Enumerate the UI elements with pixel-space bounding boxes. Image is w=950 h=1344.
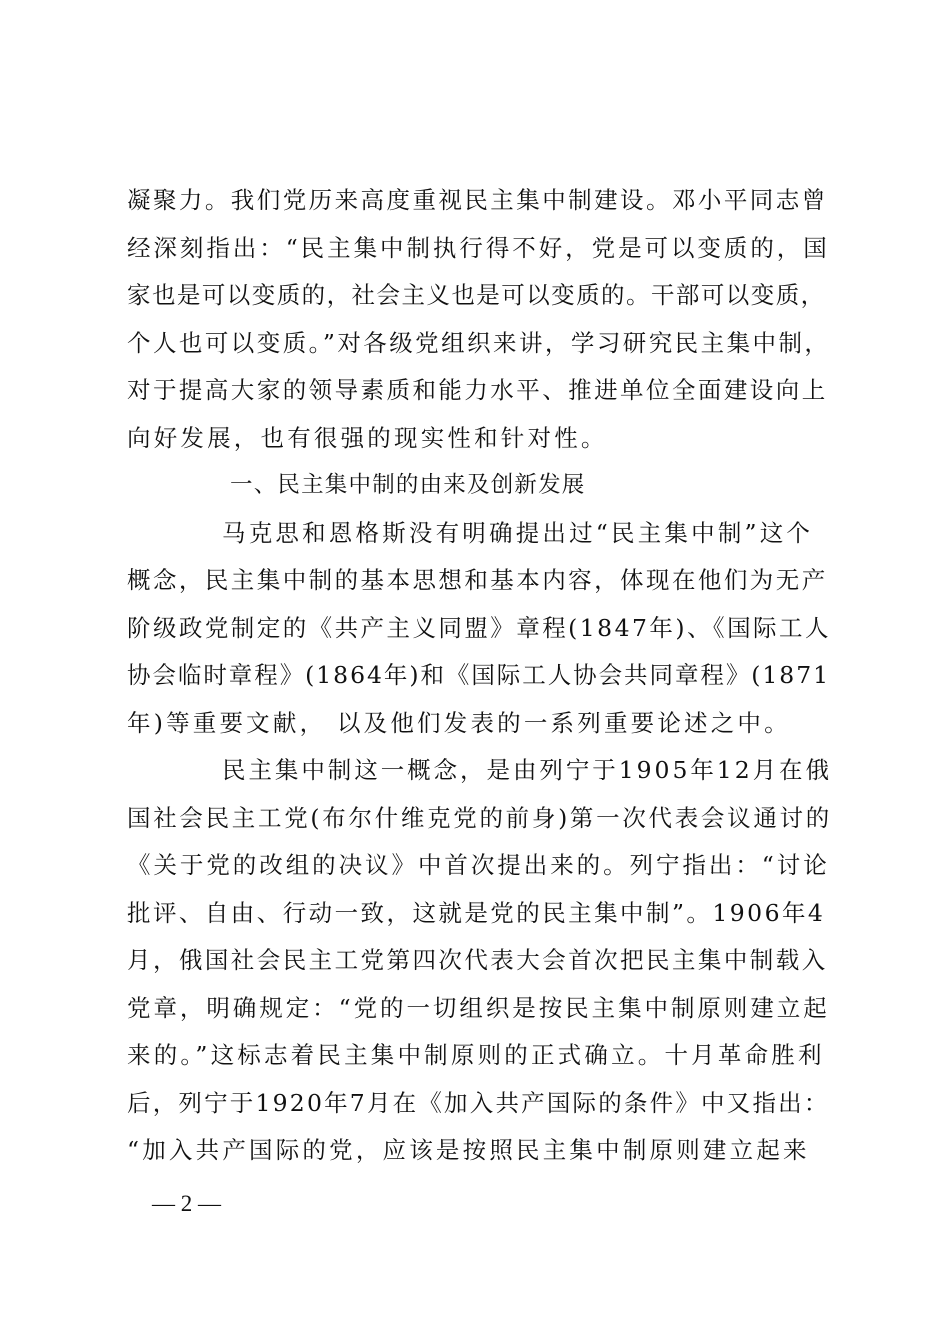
text-line: 家也是可以变质的，社会主义也是可以变质的。干部可以变质， [127, 281, 826, 309]
text-line: 来的。”这标志着民主集中制原则的正式确立。十月革命胜利 [127, 1041, 825, 1069]
text-line: 国社会民主工党(布尔什维克党的前身)第一次代表会议通讨的 [127, 803, 832, 832]
text-line: 党章，明确规定：“党的一切组织是按民主集中制原则建立起 [127, 993, 830, 1022]
page-number: — 2 — [152, 1191, 221, 1216]
section-heading: 一、民主集中制的由来及创新发展 [230, 472, 586, 498]
text-line: 后，列宁于1920年7月在《加入共产国际的条件》中又指出： [127, 1088, 830, 1117]
text-line: 《关于党的改组的决议》中首次提出来的。列宁指出：“讨论 [127, 851, 830, 879]
text-line: 个人也可以变质。”对各级党组织来讲，学习研究民主集中制， [127, 328, 831, 357]
text-line: 民主集中制这一概念，是由列宁于1905年12月在俄 [222, 756, 832, 784]
body-text [127, 177, 832, 1175]
text-line: “加入共产国际的党，应该是按照民主集中制原则建立起来 [127, 1136, 810, 1164]
text-line: 马克思和恩格斯没有明确提出过“民主集中制”这个 [222, 518, 814, 547]
text-line: 批评、自由、行动一致，这就是党的民主集中制”。1906年4 [127, 898, 826, 927]
text-line: 经深刻指出：“民主集中制执行得不好，党是可以变质的，国 [127, 233, 830, 262]
text-line: 月，俄国社会民主工党第四次代表大会首次把民主集中制载入 [127, 946, 828, 974]
text-line: 阶级政党制定的《共产主义同盟》章程(1847年)、《国际工人 [127, 613, 831, 642]
text-line: 向好发展，也有很强的现实性和针对性。 [127, 423, 608, 452]
text-line: 协会临时章程》(1864年)和《国际工人协会共同章程》(1871 [127, 661, 831, 689]
text-line: 概念，民主集中制的基本思想和基本内容，体现在他们为无产 [127, 566, 828, 594]
text-line: 凝聚力。我们党历来高度重视民主集中制建设。邓小平同志曾 [127, 186, 828, 214]
text-line: 对于提高大家的领导素质和能力水平、推进单位全面建设向上 [127, 376, 828, 404]
text-line: 年)等重要文献， 以及他们发表的一系列重要论述之中。 [127, 708, 791, 737]
